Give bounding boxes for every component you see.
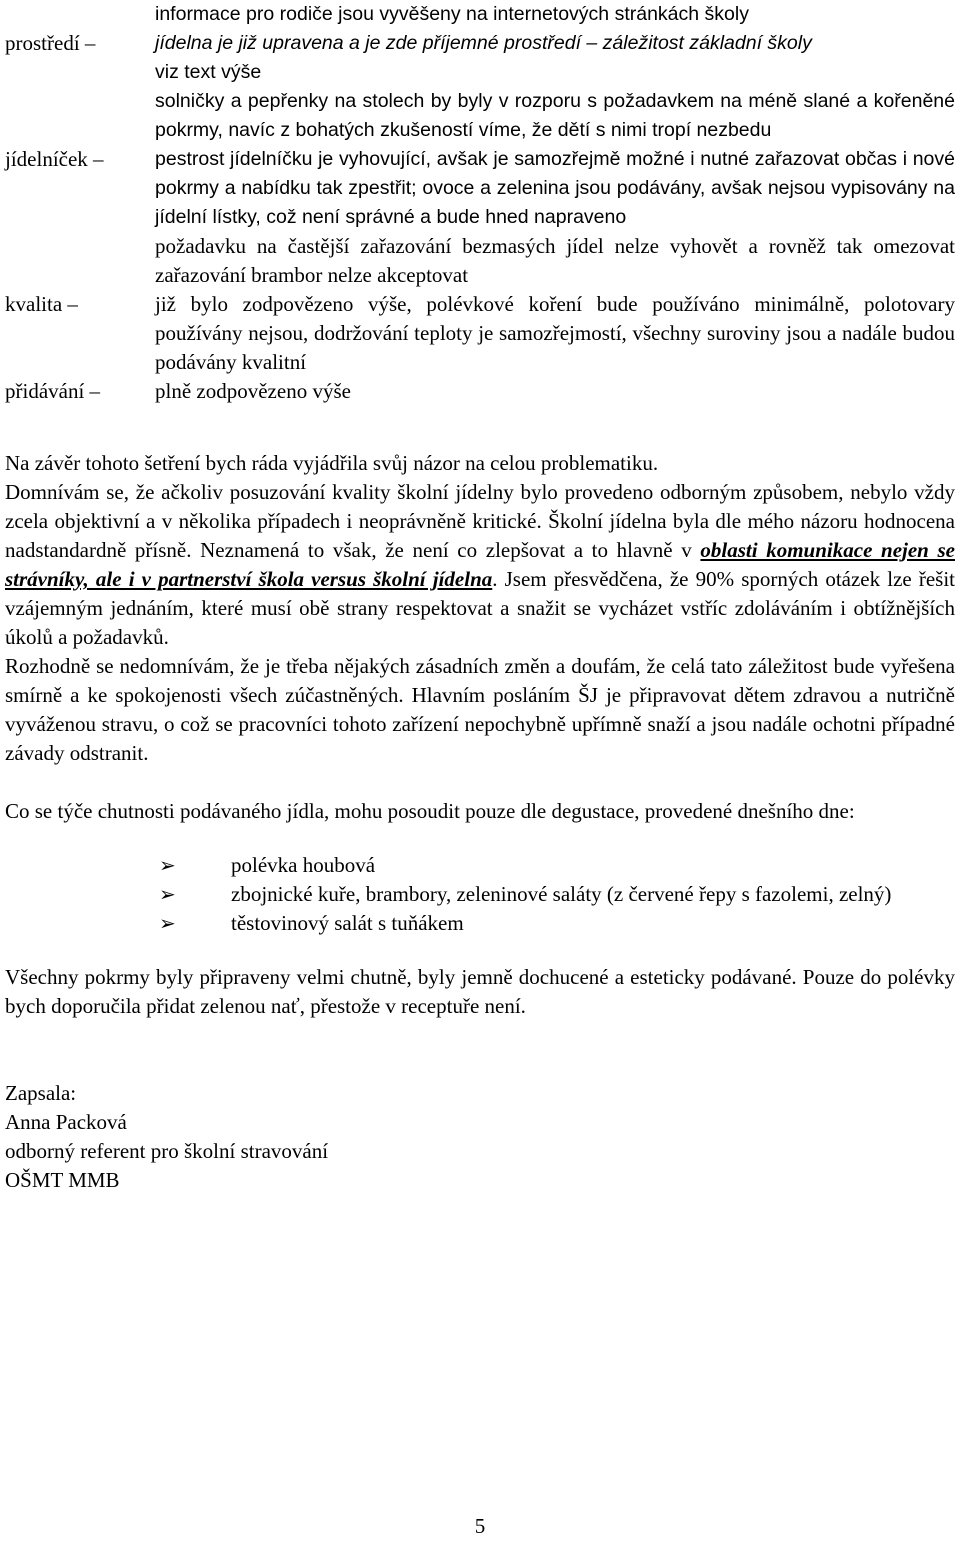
section-text [155, 377, 955, 406]
conclusion-paragraph-opinion: Domnívám se, že ačkoliv posuzování kvality školní jídelny bylo provedeno odborným způsobem, nebylo vždy zcela objektivní a v několika případech i neoprávněně kritické. Školní jídelna byla dle mého názoru hodnocena nadstandardně přísně. Neznamená to však, že není co zlepšovat a to hlavně v oblasti komunikace nejen se strávníky, ale i v partnerství škola versus školní jídelna. Jsem přesvědčena, že 90% sporných otázek lze řešit vzájemným jednáním, které musí obě strany respektovat a snažit se vycházet vstříc zdoláváním i obtížnějších úkolů a požadavků. [5, 480, 955, 649]
section-label: kvalita – [5, 292, 78, 316]
feedback-sections [5, 0, 955, 406]
section-item: již bylo zodpovězeno výše, polévkové koření bude používáno minimálně, polotovary používány nejsou, dodržování teploty je samozřejmostí, všechny suroviny jsou a nadále budou podávány kvalitní [155, 292, 955, 374]
section-text [155, 145, 955, 290]
dish-item [155, 851, 955, 880]
conclusion-paragraph-outlook: Rozhodně se nedomnívám, že je třeba nějakých zásadních změn a doufám, že celá tato záležitost bude vyřešena smírně a ke spokojenosti všech zúčastněných. Hlavním posláním ŠJ je připravovat dětem zdravou a nutričně vyváženou stravu, o což se pracovníci tohoto zařízení nepochybně upřímně snaží a jsou nadále ochotni případné závady odstranit. [5, 654, 955, 765]
section-text [155, 0, 955, 29]
document-page [5, 0, 955, 1195]
section-item: požadavku na častější zařazování bezmasých jídel nelze vyhovět a rovněž tak omezovat zařazování brambor nelze akceptovat [155, 234, 955, 287]
section-row [5, 290, 955, 377]
section-row [5, 145, 955, 290]
dish-text: polévka houbová [231, 853, 376, 877]
section-text [155, 290, 955, 377]
section-item: pestrost jídelníčku je vyhovující, avšak je samozřejmě možné i nutné zařazovat občas i nové pokrmy a nabídku tak zpestřit; ovoce a zelenina jsou podávány, avšak nejsou vypisovány na jídelní lístky, což není správné a bude hned napraveno [155, 148, 955, 228]
dish-text: zbojnické kuře, brambory, zeleninové saláty (z červené řepy s fazolemi, zelný) [231, 882, 892, 906]
section-label: prostředí – [5, 31, 96, 55]
signature-label: Zapsala: [5, 1081, 77, 1105]
section-label [5, 0, 155, 29]
section-item: informace pro rodiče jsou vyvěšeny na internetových stránkách školy [155, 3, 749, 25]
arrow-bullet-icon: ➢ [159, 882, 176, 906]
section-row [5, 377, 955, 406]
section-item: solničky a pepřenky na stolech by byly v rozporu s požadavkem na méně slané a kořeněné pokrmy, navíc z bohatých zkušeností víme, že dětí s nimi tropí nezbedu [155, 90, 955, 141]
dish-list [5, 851, 955, 938]
section-item: plně zodpovězeno výše [155, 379, 351, 403]
dish-item [155, 909, 955, 938]
arrow-bullet-icon: ➢ [159, 853, 176, 877]
section-label: přidávání – [5, 379, 101, 403]
signature-organization: OŠMT MMB [5, 1168, 120, 1192]
arrow-bullet-icon: ➢ [159, 911, 176, 935]
section-label: jídelníček – [5, 147, 104, 171]
signature-role: odborný referent pro školní stravování [5, 1139, 329, 1163]
conclusion-block [5, 449, 955, 826]
section-text [155, 29, 955, 145]
emphasized-phrase: oblasti komunikace nejen se strávníky, ale i v partnerství škola versus školní jídelna [5, 538, 955, 591]
tasting-verdict: Všechny pokrmy byly připraveny velmi chutně, byly jemně dochucené a esteticky podávané. Pouze do polévky bych doporučila přidat zelenou nať, přestože v receptuře není. [5, 965, 955, 1018]
section-row [5, 29, 955, 145]
section-item: viz text výše [155, 61, 262, 83]
signature-block [5, 1079, 955, 1195]
conclusion-intro: Na závěr tohoto šetření bych ráda vyjádřila svůj názor na celou problematiku. [5, 451, 659, 475]
dish-text: těstovinový salát s tuňákem [231, 911, 464, 935]
signature-name: Anna Packová [5, 1110, 127, 1134]
dish-item [155, 880, 955, 909]
tasting-verdict-block [5, 963, 955, 1021]
section-row [5, 0, 955, 29]
page-number: 5 [474, 1514, 486, 1538]
section-item: jídelna je již upravena a je zde příjemné prostředí – záležitost základní školy [155, 32, 812, 54]
tasting-intro: Co se týče chutnosti podávaného jídla, mohu posoudit pouze dle degustace, provedené dnešního dne: [5, 799, 855, 823]
